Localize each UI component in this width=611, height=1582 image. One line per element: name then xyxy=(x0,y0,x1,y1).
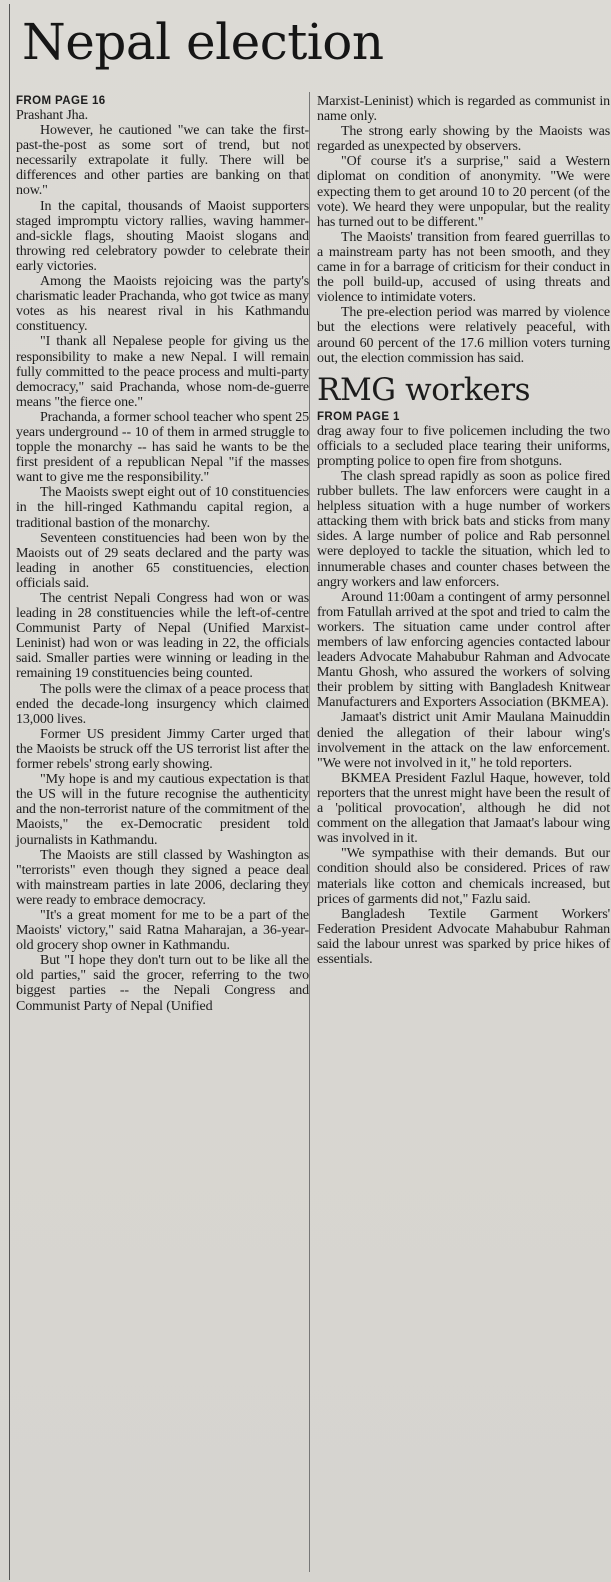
paragraph: drag away four to five policemen including the two officials to a secluded place tearing their uniforms, prompting police to open fire from shotguns. xyxy=(317,423,610,469)
paragraph: Among the Maoists rejoicing was the party's charismatic leader Prachanda, who got twice as many votes as his nearest rival in his Kathmandu constituency. xyxy=(16,274,309,335)
paragraph: Around 11:00am a contingent of army personnel from Fatullah arrived at the spot and tried to calm the workers. The situation came under control after members of law enforcing agencies contacted labour leaders Advocate Mahabubur Rahman and Advocate Mantu Ghosh, who assured the workers of solving their problem by sitting with Bangladesh Knitwear Manufacturers and Exporters Association (BKMEA). xyxy=(317,589,610,711)
paragraph: The centrist Nepali Congress had won or was leading in 28 constituencies while the left-of-centre Communist Party of Nepal (Unified Marxist-Leninist) had won or was leading in 22, the officials said. Smaller parties were winning or leading in the remaining 19 constituencies being counted. xyxy=(16,591,309,682)
paragraph: The Maoists are still classed by Washington as "terrorists" even though they signed a peace deal with mainstream parties in late 2006, declaring they were ready to embrace democracy. xyxy=(16,847,309,908)
paragraph: Bangladesh Textile Garment Workers' Federation President Advocate Mahabubur Rahman said the labour unrest was sparked by price hikes of essentials. xyxy=(317,906,610,967)
paragraph: In the capital, thousands of Maoist supporters staged impromptu victory rallies, waving hammer-and-sickle flags, shouting Maoist slogans and throwing red celebratory powder to celebrate their early victories. xyxy=(16,198,309,274)
paragraph: The strong early showing by the Maoists was regarded as unexpected by observers. xyxy=(317,124,610,155)
paragraph: The Maoists swept eight out of 10 constituencies in the hill-ringed Kathmandu capital region, a traditional bastion of the monarchy. xyxy=(16,485,309,531)
paragraph: "It's a great moment for me to be a part of the Maoists' victory," said Ratna Maharajan, a 36-year-old grocery shop owner in Kathmandu. xyxy=(16,907,309,954)
paragraph: However, he cautioned "we can take the first-past-the-post as some sort of trend, but not necessarily extrapolate it fully. There will be differences and other parties are banking on that now." xyxy=(16,123,309,199)
paragraph: The Maoists' transition from feared guerrillas to a mainstream party has not been smooth, and they came in for a barrage of criticism for their conduct in the poll build-up, accused of using threats and violence to intimidate voters. xyxy=(317,229,610,306)
paragraph: The clash spread rapidly as soon as police fired rubber bullets. The law enforcers were caught in a helpless situation with a huge number of workers attacking them with brick bats and sticks from many sides. A large number of police and Rab personnel were deployed to tackle the situation, which led to innumerable chases and counter chases between the angry workers and law enforcers. xyxy=(317,468,610,590)
paragraph: BKMEA President Fazlul Haque, however, told reporters that the unrest might have been the result of a 'political provocation', although he did not comment on the allegation that Jamaat's labour wing was involved in it. xyxy=(317,770,610,847)
paragraph: Prashant Jha. xyxy=(16,108,88,123)
paragraph: Seventeen constituencies had been won by the Maoists out of 29 seats declared and the party was leading in another 65 constituencies, election officials said. xyxy=(16,530,309,591)
paragraph: Marxist-Leninist) which is regarded as communist in name only. xyxy=(317,94,610,125)
rmg-workers-headline: RMG workers xyxy=(317,371,531,408)
paragraph: "Of course it's a surprise," said a Western diplomat on condition of anonymity. "We were expecting them to get around 10 to 20 percent (of the vote). We heard they were unpopular, but the reality has turned out to be different." xyxy=(317,154,610,230)
column-divider xyxy=(309,92,310,1572)
paragraph: "I thank all Nepalese people for giving us the responsibility to make a new Nepal. I will remain fully committed to the peace process and multi-party democracy," said Prachanda, whose nom-de-guerre means "the fierce one." xyxy=(16,334,309,410)
paragraph: The polls were the climax of a peace process that ended the decade-long insurgency which claimed 13,000 lives. xyxy=(16,681,309,727)
nepal-election-headline: Nepal election xyxy=(22,13,384,71)
article-nepal-column-left xyxy=(16,94,309,1014)
nepal-kicker: FROM PAGE 16 xyxy=(16,95,106,107)
paragraph: But "I hope they don't turn out to be like all the old parties," said the grocer, referring to the two biggest parties -- the Nepali Congress and Communist Party of Nepal (Unified xyxy=(16,953,309,1014)
paragraph: Prachanda, a former school teacher who spent 25 years underground -- 10 of them in armed struggle to topple the monarchy -- has said he wants to be the first president of a republican Nepal "if the masses want to give me the responsibility." xyxy=(16,409,309,486)
paragraph: Former US president Jimmy Carter urged that the Maoists be struck off the US terrorist list after the former rebels' strong early showing. xyxy=(16,726,309,773)
paragraph: "We sympathise with their demands. But our condition should also be considered. Prices of raw materials like cotton and chemicals increased, but prices of garments did not," Fazlu said. xyxy=(317,846,610,907)
left-border-rule xyxy=(9,4,10,1580)
paragraph: "My hope is and my cautious expectation is that the US will in the future recognise the authenticity and the non-terrorist nature of the commitment of the Maoists," the ex-Democratic president told journalists in Kathmandu. xyxy=(16,772,309,848)
rmg-kicker: FROM PAGE 1 xyxy=(317,410,400,423)
paragraph: Jamaat's district unit Amir Maulana Mainuddin denied the allegation of their labour wing's involvement in the attack on the law enforcement. "We were not involved in it," he told reporters. xyxy=(317,710,610,771)
article-column-right xyxy=(317,94,610,967)
paragraph: The pre-election period was marred by violence but the elections were relatively peaceful, with around 60 percent of the 17.6 million voters turning out, the election commission has said. xyxy=(317,305,610,366)
